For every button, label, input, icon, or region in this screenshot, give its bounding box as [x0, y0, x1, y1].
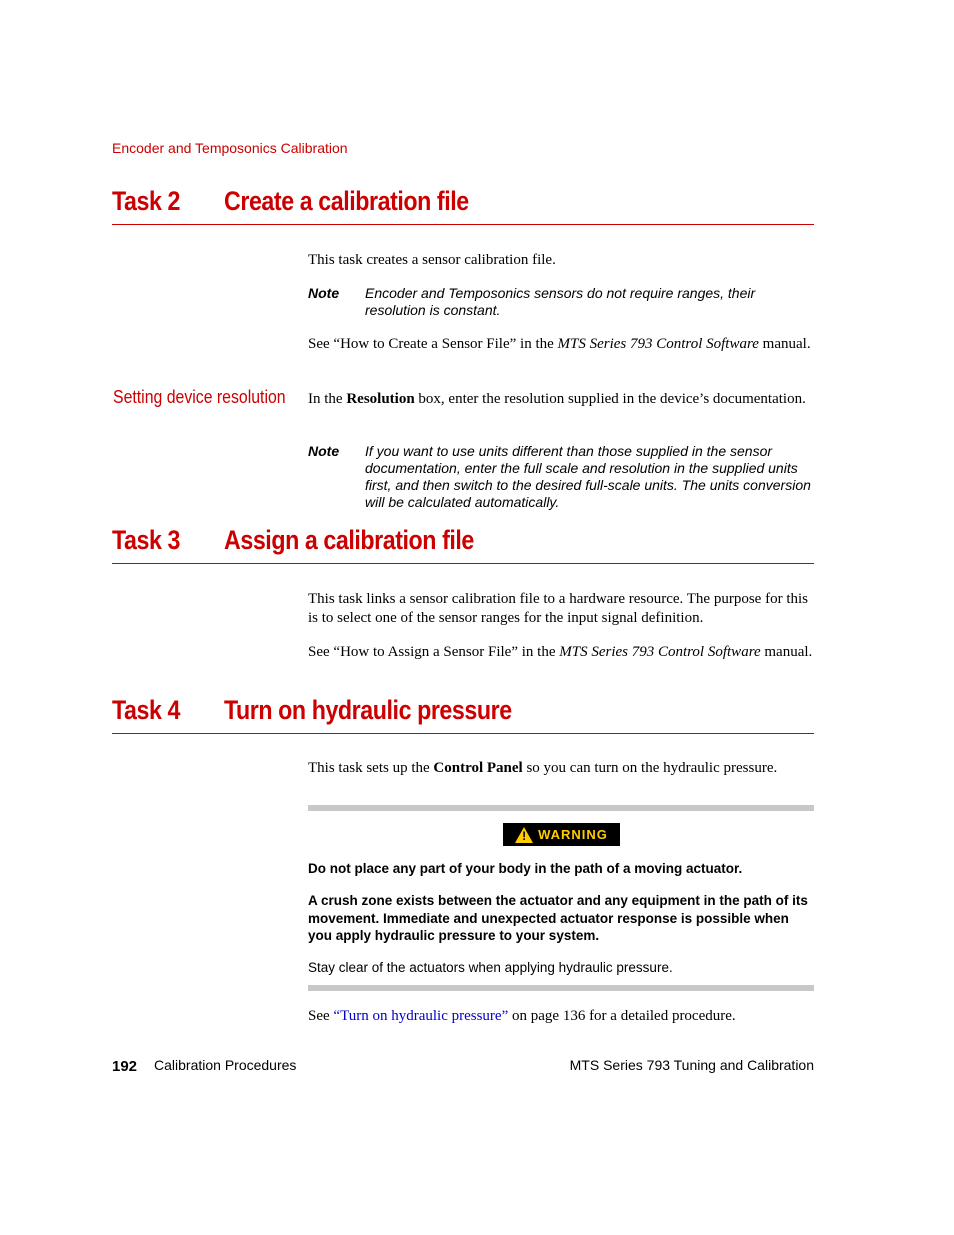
resolution-instruction: In the Resolution box, enter the resolution supplied in the device’s documentation. — [308, 391, 806, 407]
task-3-intro: This task links a sensor calibration file to a hardware resource. The purpose for this is to select one of the sensor ranges for the input signal definition. — [308, 591, 808, 626]
task-4-intro: This task sets up the Control Panel so you can turn on the hydraulic pressure. — [308, 760, 778, 776]
note-label: Note — [308, 443, 340, 459]
running-header: Encoder and Temposonics Calibration — [112, 140, 348, 156]
task-2-see-reference: See “How to Create a Sensor File” in the MTS Series 793 Control Software manual. — [308, 336, 811, 352]
control-panel-term: Control Panel — [433, 760, 523, 776]
task-4-see-reference: See “Turn on hydraulic pressure” on page 136 for a detailed procedure. — [308, 1008, 736, 1024]
footer-chapter: Calibration Procedures — [154, 1057, 297, 1073]
task-number: Task 3 — [112, 525, 180, 555]
task-number: Task 4 — [112, 695, 180, 725]
manual-title: MTS Series 793 Control Software — [557, 336, 759, 352]
task-title: Assign a calibration file — [224, 525, 474, 555]
task-2-intro: This task creates a sensor calibration file. — [308, 252, 556, 268]
warning-triangle-icon: ! — [515, 827, 533, 843]
turn-on-hydraulic-pressure-link[interactable]: “Turn on hydraulic pressure” — [333, 1008, 509, 1024]
note-text: Encoder and Temposonics sensors do not require ranges, their resolution is constant. — [365, 285, 756, 318]
warning-badge: ! WARNING — [503, 823, 620, 846]
note-label: Note — [308, 285, 340, 301]
warning-line-1: Do not place any part of your body in the path of a moving actuator. — [308, 861, 743, 876]
side-heading: Setting device resolution — [113, 387, 286, 407]
note-text: If you want to use units different than those supplied in the sensor documentation, enter the full scale and resolution in the supplied units first, and then switch to the desired full-scale units. The units conversion will be calculated automatically. — [365, 443, 811, 510]
task-3-see-reference: See “How to Assign a Sensor File” in the MTS Series 793 Control Software manual. — [308, 644, 813, 660]
task-3-heading — [112, 523, 814, 564]
warning-line-3: Stay clear of the actuators when applying hydraulic pressure. — [308, 960, 673, 975]
task-2-heading — [112, 184, 814, 225]
warning-top-rule — [308, 805, 814, 811]
task-4-heading — [112, 693, 814, 734]
warning-bottom-rule — [308, 985, 814, 991]
page-number: 192 — [112, 1058, 138, 1075]
task-title: Turn on hydraulic pressure — [224, 695, 512, 725]
warning-line-2: A crush zone exists between the actuator and any equipment in the path of its movement. Immediate and unexpected actuator response is possible when you apply hydraulic pressure to your system. — [308, 893, 808, 943]
resolution-term: Resolution — [346, 391, 415, 407]
task-title: Create a calibration file — [224, 186, 469, 216]
manual-title: MTS Series 793 Control Software — [559, 644, 761, 660]
footer-book-title: MTS Series 793 Tuning and Calibration — [569, 1057, 814, 1073]
task-number: Task 2 — [112, 186, 180, 216]
